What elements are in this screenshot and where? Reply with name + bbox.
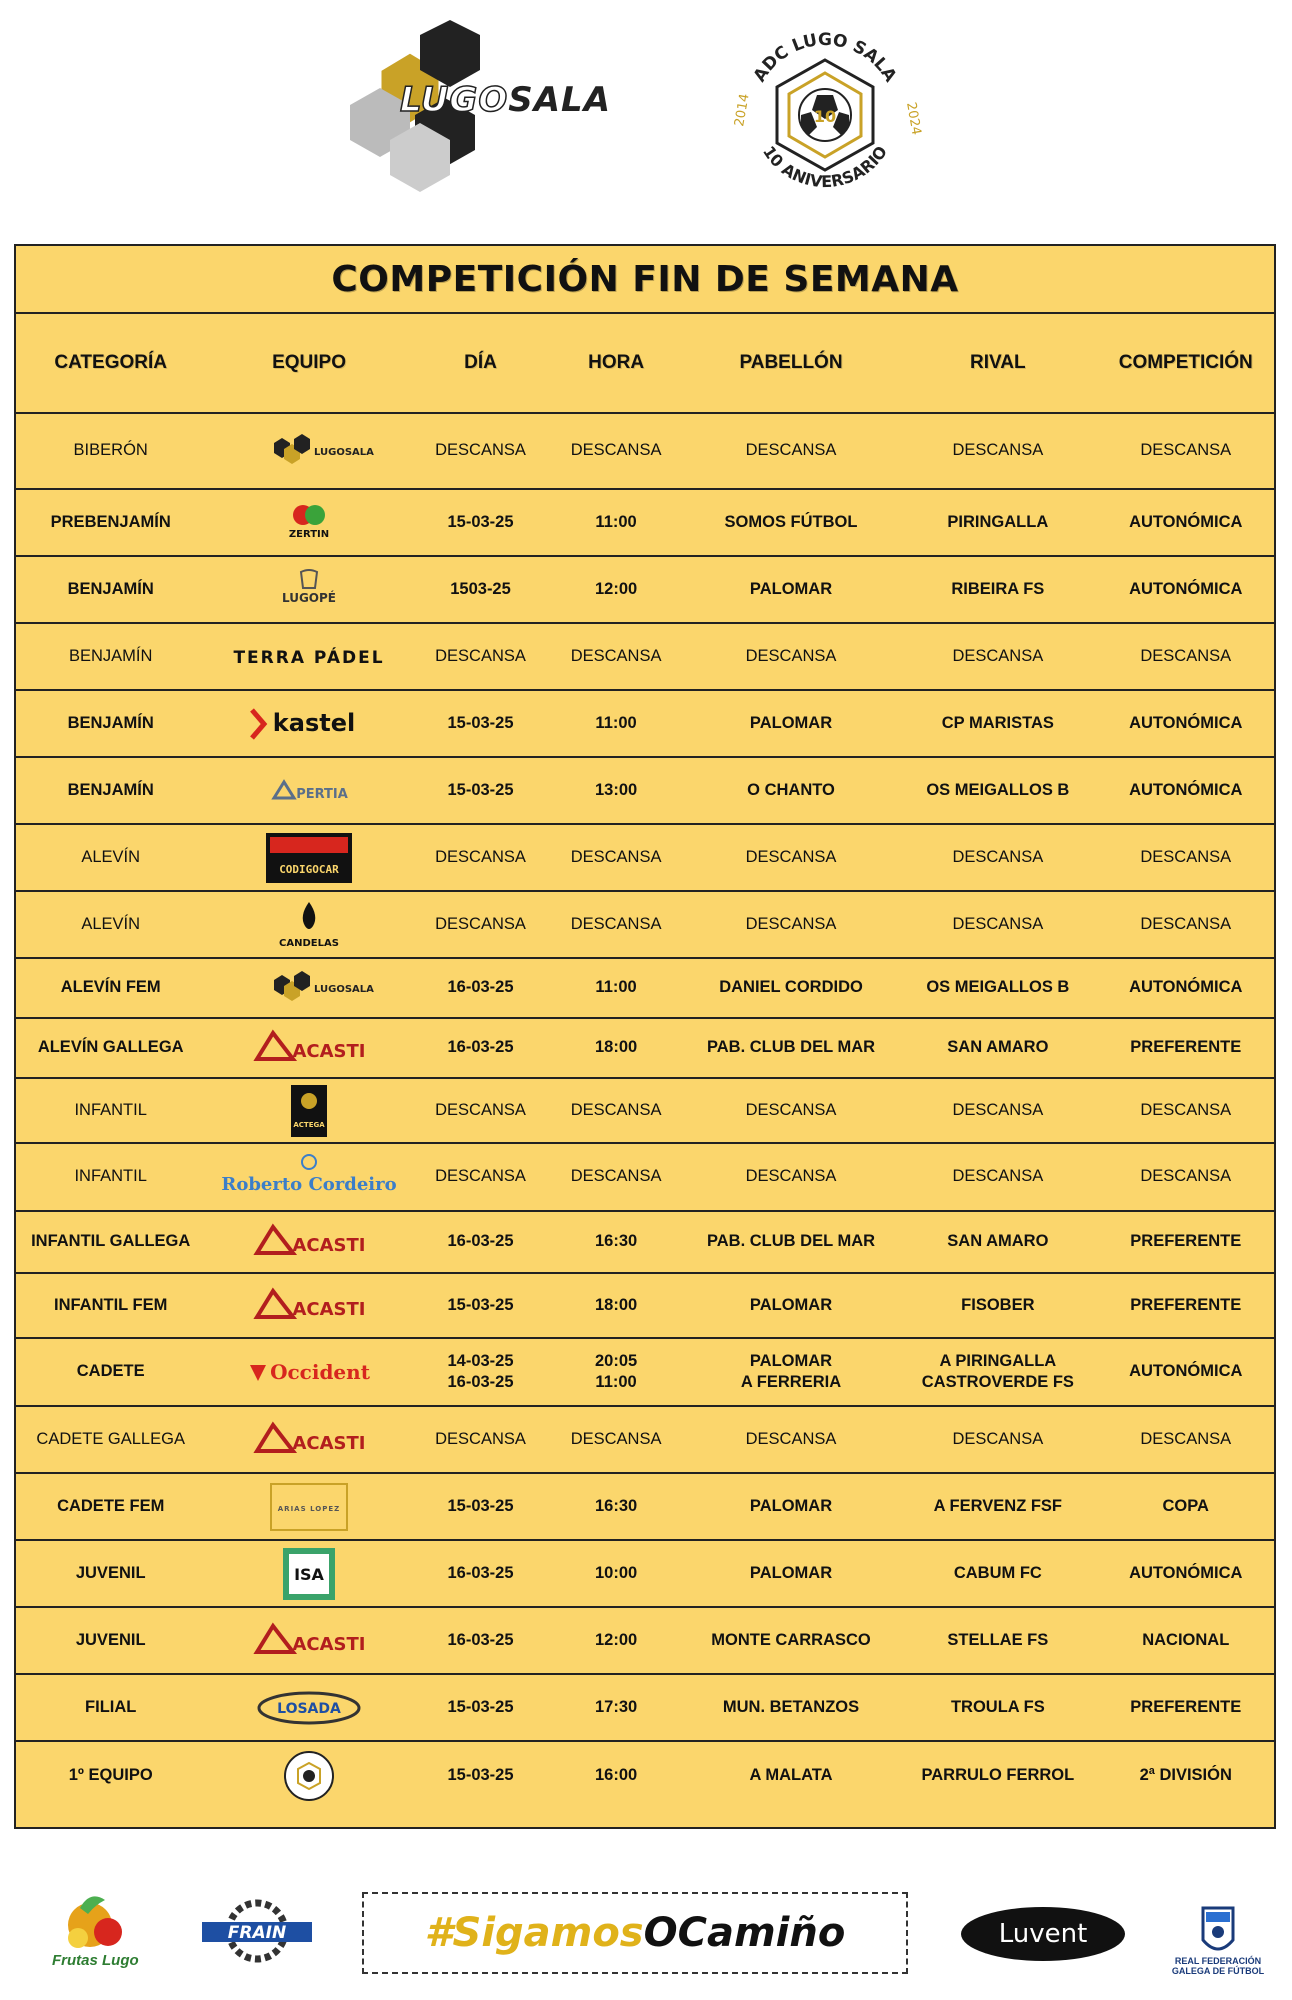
- cell-pabellon: DESCANSA: [745, 646, 837, 665]
- frain-logo: [198, 1900, 316, 1962]
- cell-rival: SAN AMARO: [947, 1232, 1049, 1251]
- cell-dia: 15-03-25: [447, 1697, 514, 1716]
- cell-competicion: AUTONÓMICA: [1129, 1563, 1243, 1582]
- cell-hora: 11:00: [595, 512, 637, 531]
- cell-pabellon: DANIEL CORDIDO: [719, 978, 863, 997]
- cell-rival: TROULA FS: [950, 1697, 1045, 1716]
- team-sponsor-logo: [282, 1749, 336, 1803]
- table-row: [16, 758, 1274, 825]
- cell-hora: 12:00: [594, 579, 638, 598]
- svg-text:PERTIA: PERTIA: [296, 786, 348, 802]
- team-sponsor-logo: [264, 431, 374, 471]
- cell-categoria: BENJAMÍN: [67, 780, 154, 799]
- cell-equipo: [205, 758, 412, 823]
- table-row: [16, 1608, 1274, 1675]
- frutas-lugo-label: Frutas Lugo: [52, 1952, 139, 1969]
- table-title: COMPETICIÓN FIN DE SEMANA: [16, 246, 1274, 314]
- cell-dia: DESCANSA: [435, 914, 526, 933]
- cell-competicion: DESCANSA: [1140, 1167, 1232, 1186]
- cell-rival: DESCANSA: [952, 914, 1044, 933]
- cell-dia: 15-03-25: [447, 780, 514, 799]
- cell-pabellon: MUN. BETANZOS: [722, 1697, 860, 1716]
- cell-rival: STELLAE FS: [947, 1630, 1049, 1649]
- svg-text:ACASTI: ACASTI: [292, 1432, 366, 1454]
- team-sponsor-logo: [244, 1355, 374, 1389]
- cell-pabellon: PALOMAR: [749, 713, 833, 732]
- cell-dia: 16-03-25: [447, 1563, 514, 1582]
- cell-equipo: [205, 959, 412, 1017]
- table-row: [16, 1144, 1274, 1212]
- cell-competicion: DESCANSA: [1140, 1429, 1232, 1448]
- cell-pabellon: PALOMAR A FERRERIA: [740, 1351, 842, 1391]
- team-sponsor-logo: [269, 501, 349, 545]
- cell-equipo: [205, 1144, 412, 1210]
- cell-pabellon: A MALATA: [749, 1766, 833, 1785]
- cell-categoria: BENJAMÍN: [67, 713, 154, 732]
- cell-dia: DESCANSA: [435, 1167, 526, 1186]
- header: [0, 0, 1292, 240]
- cell-pabellon: PALOMAR: [749, 579, 833, 598]
- svg-text:LOSADA: LOSADA: [277, 1700, 341, 1717]
- svg-text:LUGOSALA: LUGOSALA: [314, 447, 374, 458]
- cell-hora: 12:00: [594, 1630, 638, 1649]
- team-sponsor-logo: [264, 968, 374, 1008]
- cell-pabellon: SOMOS FÚTBOL: [724, 512, 858, 531]
- cell-categoria: ALEVÍN GALLEGA: [37, 1038, 184, 1057]
- cell-hora: 20:05 11:00: [594, 1351, 638, 1391]
- cell-hora: 16:30: [594, 1232, 638, 1251]
- cell-competicion: AUTONÓMICA: [1129, 780, 1243, 799]
- svg-text:kastel: kastel: [272, 708, 356, 737]
- cell-pabellon: PALOMAR: [749, 1563, 833, 1582]
- svg-text:LUGOPÉ: LUGOPÉ: [282, 590, 337, 605]
- cell-categoria: INFANTIL: [74, 1167, 147, 1186]
- table-row: [16, 1742, 1274, 1810]
- cell-pabellon: DESCANSA: [745, 1100, 837, 1119]
- cell-pabellon: DESCANSA: [745, 1429, 837, 1448]
- cell-hora: 18:00: [594, 1295, 638, 1314]
- cell-rival: DESCANSA: [952, 1167, 1044, 1186]
- cell-equipo: [205, 1608, 412, 1673]
- cell-categoria: BIBERÓN: [73, 441, 148, 460]
- cell-competicion: AUTONÓMICA: [1129, 579, 1243, 598]
- team-sponsor-logo: [221, 1152, 397, 1202]
- cell-rival: FISOBER: [961, 1295, 1035, 1314]
- cell-dia: 1503-25: [450, 579, 511, 598]
- cell-equipo: [205, 1407, 412, 1472]
- table-row: [16, 691, 1274, 758]
- team-sponsor-logo: [244, 704, 374, 744]
- footer-sponsors: [0, 1860, 1292, 2000]
- cell-equipo: [205, 414, 412, 488]
- cell-categoria: JUVENIL: [75, 1630, 146, 1649]
- cell-rival: DESCANSA: [952, 1429, 1044, 1448]
- cell-dia: DESCANSA: [435, 441, 526, 460]
- cell-equipo: [205, 1541, 412, 1606]
- luvent-text: Luvent: [998, 1919, 1088, 1949]
- cell-equipo: [205, 624, 412, 689]
- anniv-top-text: ADC LUGO SALA: [749, 29, 901, 86]
- anniv-year-left: 2014: [732, 92, 753, 128]
- table-header-row: [16, 314, 1274, 414]
- cell-pabellon: DESCANSA: [745, 441, 837, 460]
- cell-categoria: INFANTIL FEM: [54, 1295, 168, 1314]
- cell-hora: 11:00: [595, 713, 637, 732]
- cell-dia: 14-03-25 16-03-25: [447, 1351, 514, 1391]
- cell-equipo: [205, 1742, 412, 1810]
- table-row: [16, 892, 1274, 959]
- table-body: [16, 414, 1274, 1810]
- team-sponsor-logo: [249, 1027, 369, 1069]
- svg-text:Roberto Cordeiro: Roberto Cordeiro: [221, 1174, 397, 1195]
- cell-hora: 18:00: [594, 1038, 638, 1057]
- cell-competicion: 2ª DIVISIÓN: [1139, 1766, 1232, 1785]
- table-row: [16, 1474, 1274, 1541]
- cell-categoria: FILIAL: [85, 1697, 137, 1716]
- team-sponsor-logo: [249, 1285, 369, 1327]
- cell-equipo: [205, 1474, 412, 1539]
- header-equipo: EQUIPO: [272, 352, 347, 373]
- cell-pabellon: PAB. CLUB DEL MAR: [706, 1038, 876, 1057]
- team-sponsor-logo: [264, 831, 354, 885]
- cell-rival: RIBEIRA FS: [951, 579, 1045, 598]
- cell-dia: 16-03-25: [447, 1038, 514, 1057]
- cell-rival: DESCANSA: [952, 847, 1044, 866]
- cell-dia: 16-03-25: [447, 1630, 514, 1649]
- cell-hora: DESCANSA: [570, 1100, 662, 1119]
- cell-competicion: DESCANSA: [1140, 914, 1232, 933]
- team-sponsor-logo: [281, 1546, 337, 1602]
- cell-equipo: [205, 691, 412, 756]
- svg-text:Occident: Occident: [270, 1360, 370, 1384]
- hashtag-banner: [362, 1892, 908, 1974]
- cell-rival: OS MEIGALLOS B: [926, 780, 1070, 799]
- cell-equipo: [205, 490, 412, 555]
- cell-competicion: AUTONÓMICA: [1129, 1362, 1243, 1381]
- rfgf-label: REAL FEDERACIÓN GALEGA DE FÚTBOL: [1171, 1956, 1265, 1977]
- anniv-year-right: 2024: [903, 101, 924, 137]
- cell-dia: DESCANSA: [435, 1429, 526, 1448]
- team-sponsor-logo: [249, 1620, 369, 1662]
- table-row: [16, 1541, 1274, 1608]
- cell-pabellon: O CHANTO: [747, 780, 835, 799]
- cell-categoria: ALEVÍN: [81, 914, 141, 933]
- table-row: [16, 1274, 1274, 1339]
- cell-categoria: JUVENIL: [75, 1563, 146, 1582]
- cell-categoria: 1º EQUIPO: [68, 1766, 153, 1785]
- cell-equipo: [205, 1212, 412, 1272]
- cell-rival: DESCANSA: [952, 646, 1044, 665]
- cell-dia: DESCANSA: [435, 1100, 526, 1119]
- cell-dia: 16-03-25: [447, 978, 514, 997]
- cell-equipo: [205, 892, 412, 957]
- cell-competicion: COPA: [1162, 1496, 1209, 1515]
- hashtag-text: #SigamosOCamiño: [424, 1910, 846, 1956]
- cell-pabellon: PALOMAR: [749, 1496, 833, 1515]
- cell-categoria: INFANTIL GALLEGA: [31, 1232, 191, 1251]
- table-row: [16, 1675, 1274, 1742]
- table-row: [16, 1079, 1274, 1144]
- cell-hora: DESCANSA: [570, 847, 662, 866]
- team-sponsor-logo: [269, 898, 349, 952]
- cell-categoria: INFANTIL: [74, 1100, 147, 1119]
- table-row: [16, 414, 1274, 490]
- cell-competicion: PREFERENTE: [1130, 1232, 1242, 1251]
- team-sponsor-logo: [249, 1221, 369, 1263]
- cell-hora: 16:00: [594, 1766, 638, 1785]
- cell-categoria: CADETE FEM: [57, 1496, 165, 1515]
- cell-pabellon: MONTE CARRASCO: [711, 1630, 871, 1649]
- cell-hora: DESCANSA: [570, 646, 662, 665]
- table-row: [16, 1019, 1274, 1079]
- cell-categoria: ALEVÍN: [81, 847, 141, 866]
- svg-text:ACASTI: ACASTI: [292, 1235, 366, 1256]
- cell-pabellon: PALOMAR: [749, 1295, 833, 1314]
- header-pabellon: PABELLÓN: [739, 352, 843, 373]
- cell-rival: A FERVENZ FSF: [933, 1496, 1063, 1515]
- team-sponsor-logo: [269, 568, 349, 612]
- cell-hora: 10:00: [594, 1563, 638, 1582]
- team-sponsor-logo: [249, 1419, 369, 1461]
- cell-pabellon: DESCANSA: [745, 914, 837, 933]
- svg-text:ACASTI: ACASTI: [292, 1633, 366, 1655]
- cell-rival: DESCANSA: [952, 441, 1044, 460]
- table-row: [16, 959, 1274, 1019]
- table-row: [16, 1339, 1274, 1407]
- svg-text:ISA: ISA: [294, 1564, 324, 1584]
- cell-equipo: [205, 825, 412, 890]
- header-competicion: COMPETICIÓN: [1118, 352, 1253, 373]
- table-row: [16, 624, 1274, 691]
- anniv-bottom-text: 10 ANIVERSARIO: [759, 142, 892, 192]
- svg-text:ACASTI: ACASTI: [292, 1298, 366, 1320]
- header-rival: RIVAL: [970, 352, 1026, 373]
- cell-dia: 15-03-25: [447, 713, 514, 732]
- cell-equipo: [205, 1274, 412, 1337]
- cell-dia: 15-03-25: [447, 1496, 514, 1515]
- cell-competicion: PREFERENTE: [1130, 1295, 1242, 1314]
- cell-competicion: DESCANSA: [1140, 646, 1232, 665]
- svg-text:LUGOSALA: LUGOSALA: [314, 984, 374, 995]
- cell-categoria: CADETE GALLEGA: [36, 1429, 185, 1448]
- cell-equipo: [205, 1339, 412, 1405]
- cell-equipo: [205, 1019, 412, 1077]
- cell-competicion: AUTONÓMICA: [1129, 713, 1243, 732]
- cell-categoria: PREBENJAMÍN: [50, 512, 171, 531]
- cell-equipo: [205, 557, 412, 622]
- header-dia: DÍA: [464, 352, 497, 373]
- cell-hora: DESCANSA: [570, 441, 662, 460]
- cell-competicion: DESCANSA: [1140, 441, 1232, 460]
- cell-competicion: PREFERENTE: [1130, 1038, 1242, 1057]
- cell-dia: 15-03-25: [447, 1766, 514, 1785]
- svg-text:ZERTIN: ZERTIN: [288, 528, 330, 540]
- cell-hora: DESCANSA: [570, 1429, 662, 1448]
- cell-categoria: BENJAMÍN: [68, 646, 153, 665]
- cell-hora: DESCANSA: [570, 1167, 662, 1186]
- cell-hora: 16:30: [594, 1496, 638, 1515]
- cell-rival: OS MEIGALLOS B: [926, 978, 1070, 997]
- cell-hora: DESCANSA: [570, 914, 662, 933]
- frain-text: FRAIN: [227, 1923, 287, 1943]
- cell-rival: DESCANSA: [952, 1100, 1044, 1119]
- cell-pabellon: DESCANSA: [745, 1167, 837, 1186]
- svg-text:CANDELAS: CANDELAS: [279, 937, 340, 949]
- table-row: [16, 1407, 1274, 1474]
- schedule-table: [14, 244, 1276, 1829]
- cell-competicion: AUTONÓMICA: [1129, 512, 1243, 531]
- cell-competicion: NACIONAL: [1142, 1630, 1230, 1649]
- cell-dia: DESCANSA: [435, 847, 526, 866]
- cell-rival: CP MARISTAS: [941, 713, 1054, 732]
- team-sponsor-logo: [269, 1482, 349, 1532]
- cell-rival: SAN AMARO: [947, 1038, 1049, 1057]
- table-row: [16, 490, 1274, 557]
- cell-hora: 13:00: [594, 780, 638, 799]
- cell-competicion: DESCANSA: [1140, 847, 1232, 866]
- svg-text:ACTEGA: ACTEGA: [293, 1120, 325, 1129]
- cell-hora: 11:00: [595, 978, 637, 997]
- lugosala-wordmark: LUGOSALA: [400, 80, 612, 120]
- cell-categoria: ALEVÍN FEM: [60, 978, 161, 997]
- cell-equipo: [205, 1079, 412, 1142]
- cell-rival: PIRINGALLA: [947, 512, 1049, 531]
- header-categoria: CATEGORÍA: [54, 352, 167, 373]
- cell-pabellon: DESCANSA: [745, 847, 837, 866]
- cell-hora: 17:30: [594, 1697, 638, 1716]
- cell-equipo: [205, 1675, 412, 1740]
- team-sponsor-logo: [289, 1083, 329, 1139]
- cell-categoria: BENJAMÍN: [67, 579, 154, 598]
- cell-competicion: PREFERENTE: [1130, 1697, 1242, 1716]
- svg-text:ARIAS LOPEZ: ARIAS LOPEZ: [277, 1504, 341, 1513]
- cell-dia: 16-03-25: [447, 1232, 514, 1251]
- cell-competicion: DESCANSA: [1140, 1100, 1232, 1119]
- svg-text:TERRA PÁDEL: TERRA PÁDEL: [233, 647, 385, 668]
- cell-competicion: AUTONÓMICA: [1129, 978, 1243, 997]
- svg-text:ACASTI: ACASTI: [292, 1041, 366, 1062]
- luvent-logo: [958, 1904, 1128, 1964]
- svg-text:CODIGOCAR: CODIGOCAR: [279, 862, 339, 876]
- cell-dia: 15-03-25: [447, 1295, 514, 1314]
- header-hora: HORA: [588, 352, 645, 373]
- cell-dia: 15-03-25: [447, 512, 514, 531]
- cell-pabellon: PAB. CLUB DEL MAR: [706, 1232, 876, 1251]
- cell-rival: CABUM FC: [953, 1563, 1042, 1582]
- table-row: [16, 1212, 1274, 1274]
- table-row: [16, 557, 1274, 624]
- table-row: [16, 825, 1274, 892]
- cell-rival: A PIRINGALLA CASTROVERDE FS: [921, 1351, 1074, 1391]
- team-sponsor-logo: [254, 1688, 364, 1728]
- anniv-center-number: 10: [813, 107, 837, 126]
- team-sponsor-logo: [219, 642, 399, 672]
- anniversary-logo: [725, 15, 925, 215]
- cell-categoria: CADETE: [76, 1362, 145, 1381]
- cell-rival: PARRULO FERROL: [921, 1766, 1075, 1785]
- cell-dia: DESCANSA: [435, 646, 526, 665]
- team-sponsor-logo: [264, 776, 354, 806]
